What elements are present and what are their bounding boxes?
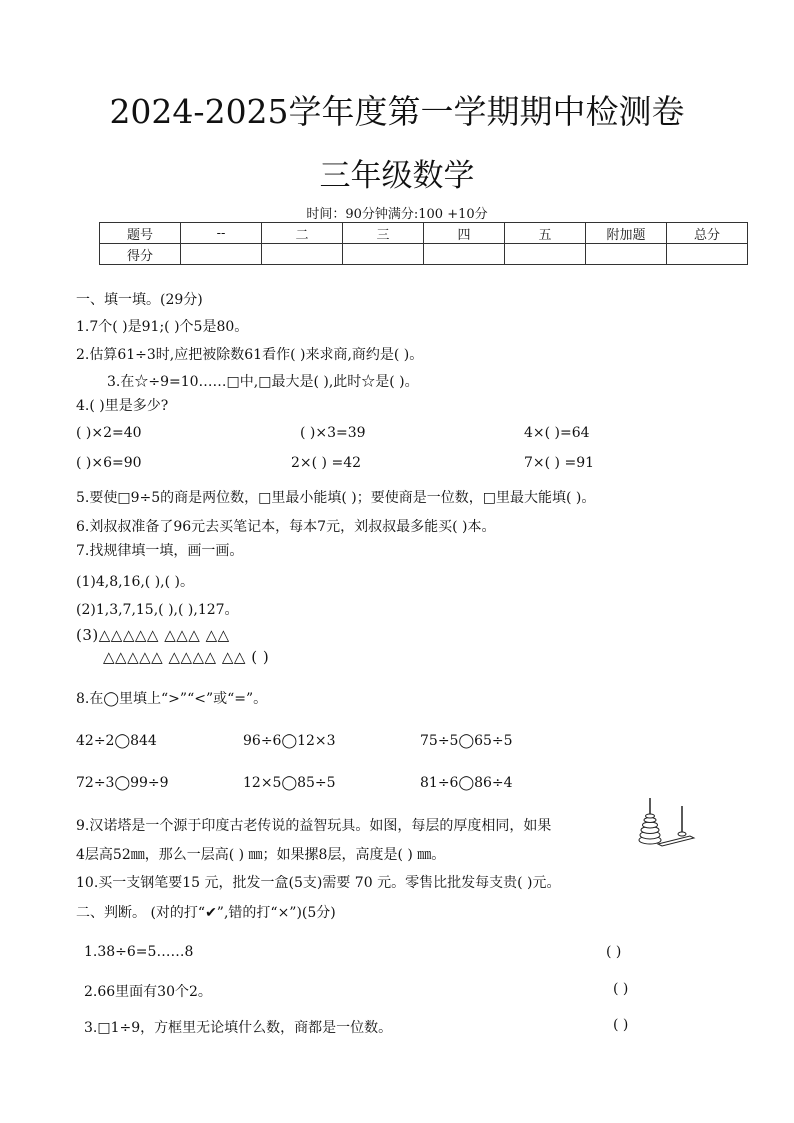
score-cell[interactable] [343,244,424,265]
section1-heading: 一、填一填。(29分) [76,292,203,308]
score-header-cell: 三 [343,223,424,244]
score-cell[interactable] [181,244,262,265]
question-7-triangle-row-1: (3)△△△△△ △△△ △△ [76,626,230,644]
judge-item-1: 1.38÷6=5……8 [84,944,194,960]
score-cell[interactable] [505,244,586,265]
score-header-cell: -- [181,223,262,244]
question-4-item: 2×( ) =42 [291,455,362,471]
question-8-item: 75÷5◯65÷5 [420,733,513,749]
score-cell[interactable] [262,244,343,265]
question-8-item: 12×5◯85÷5 [243,775,336,791]
score-header-cell: 总分 [667,223,748,244]
score-table-header-row [100,223,748,244]
question-4: 4.( )里是多少? [76,398,169,414]
section2-heading: 二、判断。 (对的打“✔”,错的打“×”)(5分) [76,905,336,921]
question-7-part-1: (1)4,8,16,( ),( )。 [76,574,195,590]
judge-answer-blank[interactable]: ( ) [613,981,629,997]
question-8-item: 96÷6◯12×3 [243,733,336,749]
score-cell[interactable] [424,244,505,265]
question-4-item: ( )×2=40 [76,425,142,441]
question-9-line-1: 9.汉诺塔是一个源于印度古老传说的益智玩具。如图，每层的厚度相同，如果 [76,818,552,834]
score-cell[interactable] [667,244,748,265]
judge-item-2: 2.66里面有30个2。 [84,984,212,1000]
judge-answer-blank[interactable]: ( ) [606,944,622,960]
question-8-item: 81÷6◯86÷4 [420,775,513,791]
question-1: 1.7个( )是91;( )个5是80。 [76,319,249,335]
score-header-cell: 二 [262,223,343,244]
judge-item-3: 3.□1÷9，方框里无论填什么数，商都是一位数。 [84,1020,393,1036]
question-7: 7.找规律填一填，画一画。 [76,543,244,559]
judge-answer-blank[interactable]: ( ) [613,1017,629,1033]
question-8-item: 42÷2◯844 [76,733,157,749]
score-table [99,222,748,265]
question-8: 8.在◯里填上“>”“<”或“=”。 [76,691,268,707]
question-8-item: 72÷3◯99÷9 [76,775,169,791]
question-4-item: 7×( ) =91 [524,455,595,471]
question-10: 10.买一支钢笔要15 元，批发一盒(5支)需要 70 元。零售比批发每支贵( )元。 [76,875,561,891]
question-4-item: ( )×6=90 [76,455,142,471]
score-cell[interactable] [586,244,667,265]
question-9-line-2: 4层高52㎜，那么一层高( ) ㎜；如果摞8层，高度是( ) ㎜。 [76,847,446,863]
question-2: 2.估算61÷3时,应把被除数61看作( )来求商,商约是( )。 [76,347,424,363]
exam-title: 2024-2025学年度第一学期期中检测卷 [109,92,685,131]
score-row-label: 得分 [100,244,181,265]
hanoi-tower-icon [638,796,696,848]
question-5: 5.要使□9÷5的商是两位数，□里最小能填( )；要使商是一位数，□里最大能填( )。 [76,490,596,506]
question-7-triangle-row-2: △△△△△ △△△△ △△ ( ) [103,648,270,666]
question-4-item: ( )×3=39 [300,425,366,441]
exam-meta: 时间：90分钟满分:100 +10分 [306,207,488,222]
score-header-cell: 四 [424,223,505,244]
question-7-part-2: (2)1,3,7,15,( ),( ),127。 [76,602,239,618]
score-header-cell: 题号 [100,223,181,244]
score-table-score-row [100,244,748,265]
score-header-cell: 五 [505,223,586,244]
question-6: 6.刘叔叔准备了96元去买笔记本，每本7元，刘叔叔最多能买( )本。 [76,519,496,535]
question-3: 3.在☆÷9=10……□中,□最大是( ),此时☆是( )。 [107,374,419,390]
question-4-item: 4×( )=64 [524,425,590,441]
score-header-cell: 附加题 [586,223,667,244]
exam-subtitle: 三年级数学 [319,158,475,194]
